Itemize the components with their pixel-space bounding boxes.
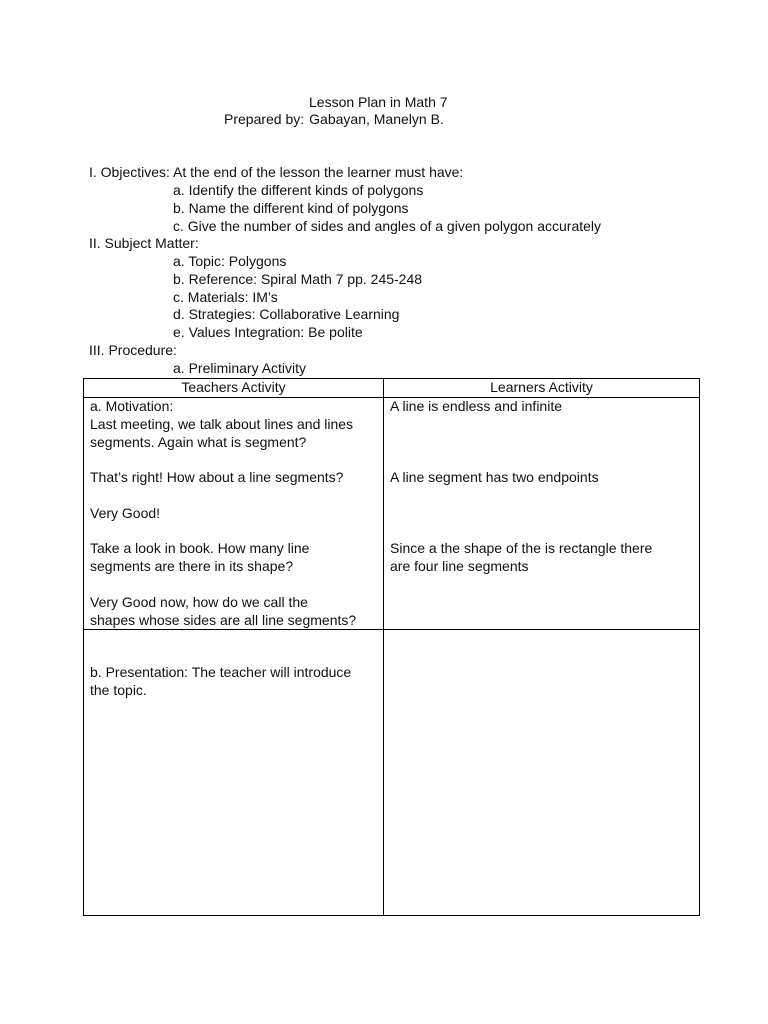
- learners-activity-header: Learners Activity: [384, 379, 700, 398]
- teacher-question: Very Good now, how do we call the: [90, 593, 308, 610]
- prepared-by-name: Gabayan, Manelyn B.: [309, 111, 444, 127]
- learner-answer: A line is endless and infinite: [390, 398, 562, 414]
- teacher-question: shapes whose sides are all line segments?: [90, 611, 357, 628]
- presentation-text: b. Presentation: The teacher will introduce: [90, 664, 352, 681]
- teacher-question: segments. Again what is segment?: [90, 433, 307, 450]
- objective-item: a. Identify the different kinds of polygons: [173, 182, 424, 198]
- presentation-teacher-cell: [84, 630, 384, 916]
- objective-item: c. Give the number of sides and angles of a given polygon accurately: [173, 218, 602, 234]
- motivation-learner-cell: [384, 398, 700, 630]
- teacher-question: Last meeting, we talk about lines and lines: [90, 415, 354, 432]
- subject-matter-item: c. Materials: IM’s: [173, 289, 278, 305]
- procedure-item: a. Preliminary Activity: [173, 360, 307, 376]
- subject-matter-item: d. Strategies: Collaborative Learning: [173, 306, 400, 322]
- learner-answer: Since a the shape of the is rectangle there: [390, 540, 653, 557]
- learner-answer: A line segment has two endpoints: [390, 469, 599, 486]
- teacher-praise: Very Good!: [90, 504, 161, 521]
- subject-matter-item: b. Reference: Spiral Math 7 pp. 245-248: [173, 271, 423, 287]
- presentation-text: the topic.: [90, 682, 147, 699]
- prepared-by-label: Prepared by:: [224, 111, 305, 127]
- document-title: Lesson Plan in Math 7: [309, 94, 448, 110]
- motivation-label: a. Motivation:: [90, 398, 174, 414]
- presentation-learner-cell: [384, 630, 700, 916]
- teacher-question: Take a look in book. How many line: [90, 540, 310, 557]
- objective-item: b. Name the different kind of polygons: [173, 200, 409, 216]
- teachers-activity-header: Teachers Activity: [84, 379, 384, 398]
- procedure-heading: III. Procedure:: [89, 342, 177, 358]
- presentation-row: [84, 630, 700, 916]
- objectives-heading: I. Objectives: At the end of the lesson the learner must have:: [89, 164, 464, 180]
- subject-matter-item: a. Topic: Polygons: [173, 253, 287, 269]
- subject-matter-heading: II. Subject Matter:: [89, 235, 199, 251]
- prepared-by: [224, 111, 444, 128]
- subject-matter-item: e. Values Integration: Be polite: [173, 324, 363, 340]
- table-header-row: [84, 379, 700, 398]
- learner-answer: are four line segments: [390, 558, 529, 575]
- teacher-question: That’s right! How about a line segments?: [90, 469, 344, 486]
- motivation-row: [84, 398, 700, 630]
- motivation-teacher-cell: [84, 398, 384, 630]
- teacher-question: segments are there in its shape?: [90, 558, 294, 575]
- activity-table: [83, 378, 700, 916]
